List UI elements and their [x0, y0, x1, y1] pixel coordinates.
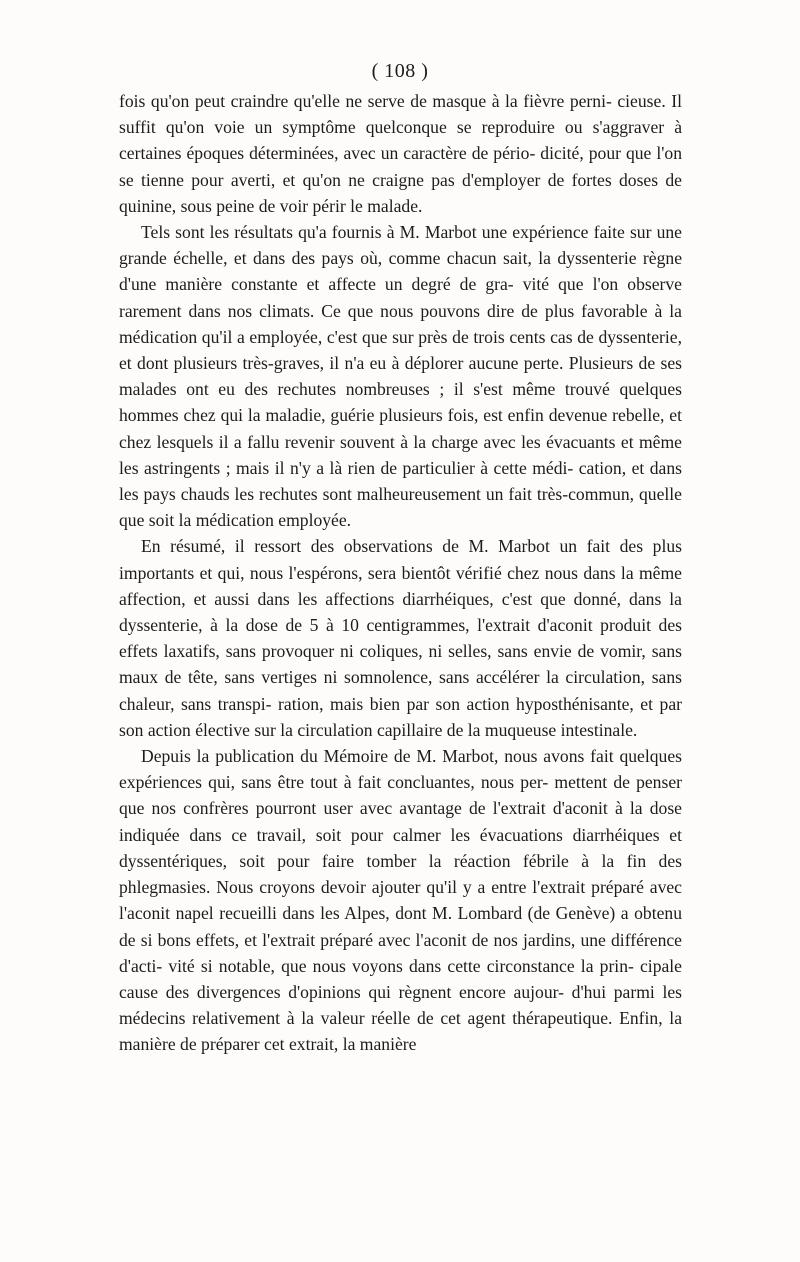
paragraph-results: Tels sont les résultats qu'a fournis à M. Marbot une expérience faite sur une grande échelle, et dans des pays où, comme chacun sait, la dyssenterie règne d'une manière constante et affecte un degré de gra- vité que l'on observe rarement dans nos climats. Ce que nous pouvons dire de plus favorable à la médication qu'il a employée, c'est que sur près de trois cents cas de dyssenterie, et dont plusieurs très-graves, il n'a eu à déplorer aucune perte. Plusieurs de ses malades ont eu des rechutes nombreuses ; il s'est même trouvé quelques hommes chez qui la maladie, guérie plusieurs fois, est enfin devenue rebelle, et chez lesquels il a fallu revenir souvent à la charge avec les évacuants et même les astringents ; mais il n'y a là rien de particulier à cette médi- cation, et dans les pays chauds les rechutes sont malheureusement un fait très-commun, quelle que soit la médication employée.: [119, 222, 682, 531]
paragraph-summary: En résumé, il ressort des observations de M. Marbot un fait des plus importants et qui, nous l'espérons, sera bientôt vérifié chez nous dans la même affection, et aussi dans les affections diarrhéiques, c'est que donné, dans la dyssenterie, à la dose de 5 à 10 centigrammes, l'extrait d'aconit produit des effets laxatifs, sans provoquer ni coliques, ni selles, sans envie de vomir, sans maux de tête, sans vertiges ni somnolence, sans accélérer la circulation, sans chaleur, sans transpi- ration, mais bien par son action hyposthénisante, et par son action élective sur la circulation capillaire de la muqueuse intestinale.: [119, 536, 682, 740]
paragraph-continuation: fois qu'on peut craindre qu'elle ne serve de masque à la fièvre perni- cieuse. Il suffit qu'on voie un symptôme quelconque se reproduire ou s'aggraver à certaines époques déterminées, avec un caractère de pério- dicité, pour que l'on se tienne pour averti, et qu'on ne craigne pas d'employer de fortes doses de quinine, sous peine de voir périr le malade.: [119, 91, 682, 216]
body-text: [119, 88, 682, 1058]
paragraph-experiments: Depuis la publication du Mémoire de M. Marbot, nous avons fait quelques expériences qui, sans être tout à fait concluantes, nous per- mettent de penser que nos confrères pourront user avec avantage de l'extrait d'aconit à la dose indiquée dans ce travail, soit pour calmer les évacuations diarrhéiques et dyssentériques, soit pour faire tomber la réaction fébrile à la fin des phlegmasies. Nous croyons devoir ajouter qu'il y a entre l'extrait préparé avec l'aconit napel recueilli dans les Alpes, dont M. Lombard (de Genève) a obtenu de si bons effets, et l'extrait préparé avec l'aconit de nos jardins, une différence d'acti- vité si notable, que nous voyons dans cette circonstance la prin- cipale cause des divergences d'opinions qui règnent encore aujour- d'hui parmi les médecins relativement à la valeur réelle de cet agent thérapeutique. Enfin, la manière de préparer cet extrait, la manière: [119, 746, 682, 1055]
page-number: ( 108 ): [371, 60, 429, 82]
